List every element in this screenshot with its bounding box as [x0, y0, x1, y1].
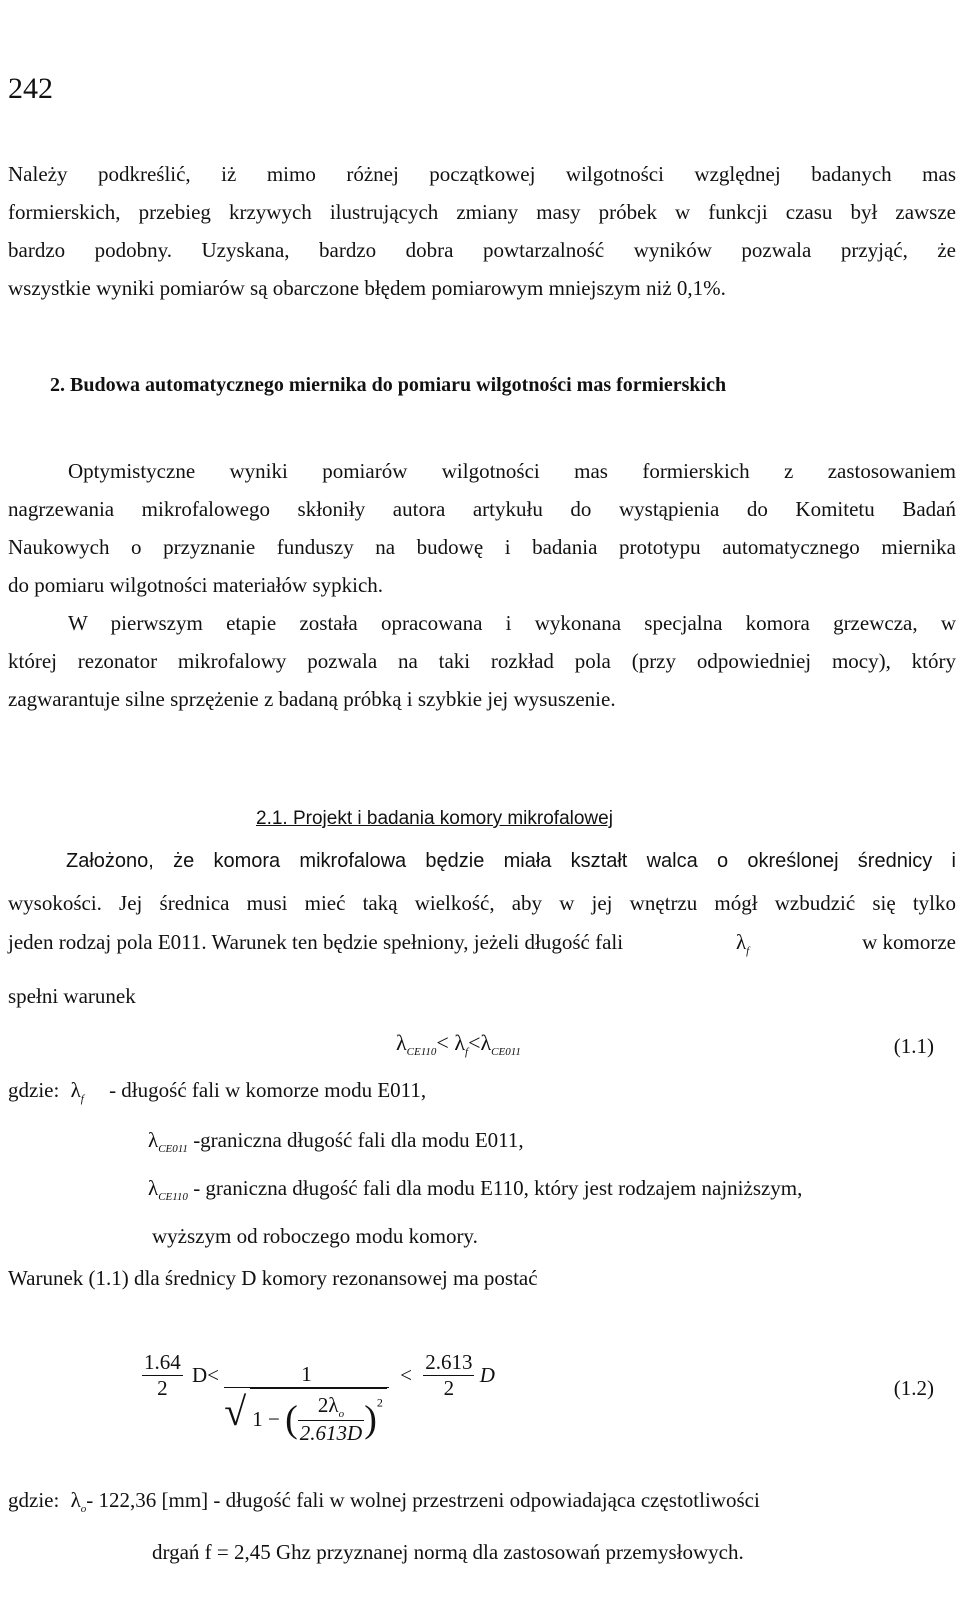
subsection-heading: 2.1. Projekt i badania komory mikrofalowej — [256, 808, 613, 829]
equation-number: (1.1) — [893, 1034, 934, 1058]
paragraph-line: bardzo podobny. Uzyskana, bardzo dobra powtarzalność wyników pozwala przyjąć, że — [8, 238, 956, 262]
paragraph-2 — [8, 452, 956, 604]
paragraph-line: wszystkie wyniki pomiarów są obarczone błędem pomiarowym mniejszym niż 0,1%. — [8, 276, 726, 300]
page-number: 242 — [8, 72, 53, 105]
paragraph-line: której rezonator mikrofalowy pozwala na taki rozkład pola (przy odpowiedniej mocy), który — [8, 649, 956, 673]
paragraph-line: formierskich, przebieg krzywych ilustrujących zmiany masy próbek w funkcji czasu był zawsze — [8, 200, 956, 224]
paragraph-line: wysokości. Jej średnica musi mieć taką wielkość, aby w jej wnętrzu mógł wzbudzić się tylko — [8, 891, 956, 915]
fraction: $\frac{2\lambda_o}{2.613D}$ — [299, 1393, 363, 1445]
condition-line: Warunek (1.1) dla średnicy D komory rezonansowej ma postać — [8, 1266, 538, 1290]
paragraph-4 — [8, 884, 956, 922]
paragraph-line: do pomiaru wilgotności materiałów sypkich. — [8, 573, 384, 597]
equation-1-1: $\lambda_{CE110}< \lambda_f<\lambda_{CE011}$ — [396, 1030, 521, 1058]
paragraph-text: w komorze — [862, 930, 956, 954]
paragraph-line: Należy podkreślić, iż mimo różnej początkowej wilgotności względnej badanych mas — [8, 162, 956, 186]
inline-symbol: $\lambda_f$ — [735, 930, 750, 957]
sqrt-expression: √ 1 − ( $\frac{2\lambda_o}{2.613D}$ )$^2$ — [224, 1388, 389, 1446]
paragraph-line: Założono, że komora mikrofalowa będzie miała kształt walca o określonej średnicy i — [66, 850, 956, 872]
definition-2: $\lambda_{CE011}$ -graniczna długość fali dla modu E011, — [148, 1128, 524, 1155]
paragraph-line: spełni warunek — [8, 984, 136, 1008]
equation-number: (1.2) — [893, 1376, 934, 1400]
paragraph-text: jeden rodzaj pola E011. Warunek ten będzie spełniony, jeżeli długość fali — [8, 930, 624, 954]
paragraph-line: zagwarantuje silne sprzężenie z badaną próbką i szybkie jej wysuszenie. — [8, 687, 616, 711]
equation-1-2: $\frac{1.64}{2}$ D< 1 √ 1 − ( $\frac{2\lambda_o}{2.613D}$ )$^2$ < $\frac{2.613}{2}$ D — [144, 1350, 495, 1445]
section-heading: 2. Budowa automatycznego miernika do pomiaru wilgotności mas formierskich — [50, 374, 727, 396]
fraction: $\frac{2.613}{2}$ — [425, 1350, 473, 1400]
paragraph-3 — [8, 604, 956, 718]
fraction: $\frac{1.64}{2}$ — [144, 1350, 181, 1400]
definition-1: gdzie: $\lambda_f$ - długość fali w komorze modu E011, — [8, 1078, 427, 1105]
paragraph-line: Optymistyczne wyniki pomiarów wilgotności mas formierskich z zastosowaniem — [68, 459, 956, 483]
paragraph-4-line-3 — [8, 930, 956, 957]
fraction: 1 √ 1 − ( $\frac{2\lambda_o}{2.613D}$ )$^2$ — [224, 1362, 389, 1446]
definition-3: $\lambda_{CE110}$ - graniczna długość fali dla modu E110, który jest rodzajem najniższym, — [148, 1176, 803, 1203]
paragraph-line: nagrzewania mikrofalowego skłoniły autora artykułu do wystąpienia do Komitetu Badań — [8, 497, 956, 521]
final-definition: gdzie: $\lambda_o-$ 122,36 [mm] - długość fali w wolnej przestrzeni odpowiadająca częstotliwości — [8, 1488, 760, 1515]
definition-3-continued: wyższym od roboczego modu komory. — [152, 1224, 478, 1248]
paragraph-line: Naukowych o przyznanie funduszy na budowę i badania prototypu automatycznego miernika — [8, 535, 956, 559]
paragraph-4-line-1-wrap — [8, 842, 956, 880]
paragraph-1 — [8, 155, 956, 307]
paragraph-line: W pierwszym etapie została opracowana i wykonana specjalna komora grzewcza, w — [68, 611, 956, 635]
final-definition-continued: drgań f = 2,45 Ghz przyznanej normą dla zastosowań przemysłowych. — [152, 1540, 744, 1564]
